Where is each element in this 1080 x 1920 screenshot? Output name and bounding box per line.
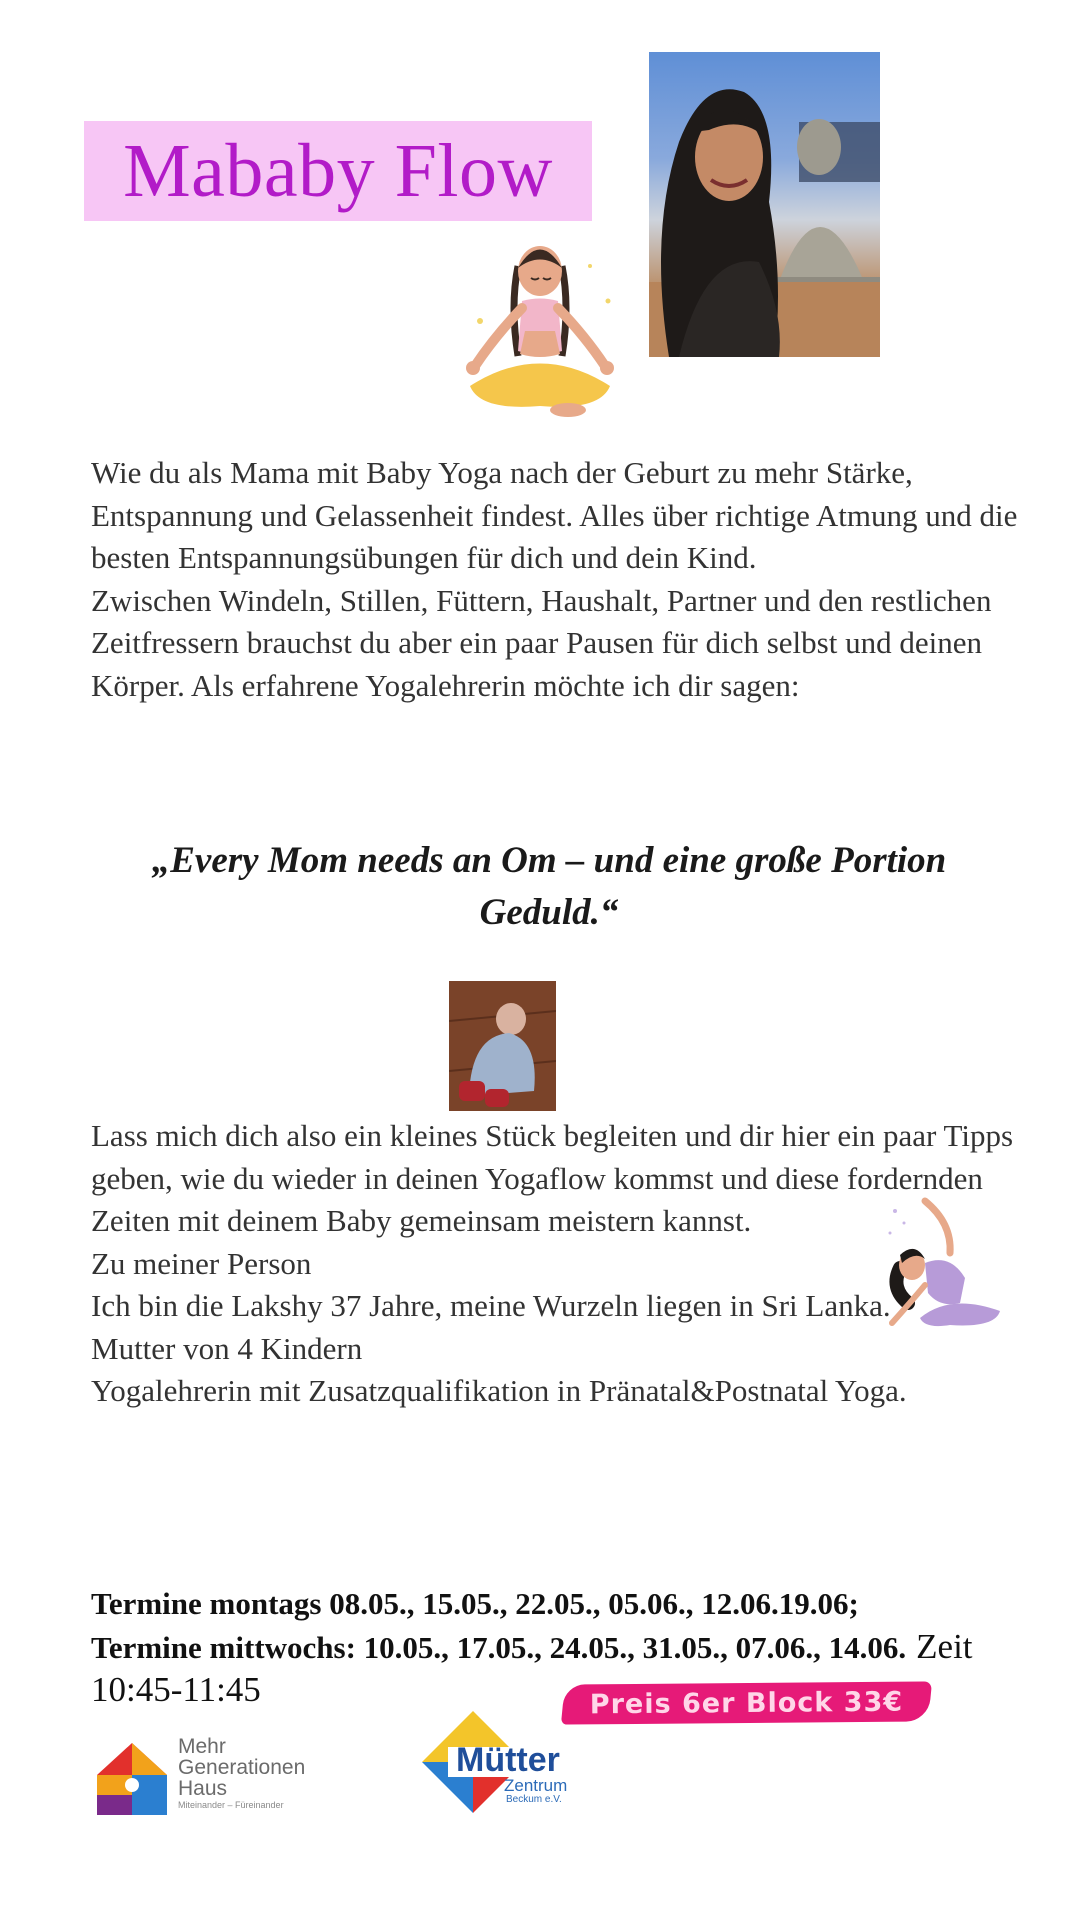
price-badge: [561, 1681, 932, 1724]
intro-paragraph-2: Zwischen Windeln, Stillen, Füttern, Haushalt, Partner und den restlichen Zeitfressern brauchst du aber ein paar Pausen für dich selbst und deinen Körper. Als erfahrene Yogalehrerin möchte ich dir sagen:: [91, 582, 992, 703]
mz-logo-location: Beckum e.V.: [506, 1794, 562, 1805]
page-title: Mababy Flow: [123, 129, 553, 213]
about-text-1: Lass mich dich also ein kleines Stück begleiten und dir hier ein paar Tipps geben, wie du wieder in deinen Yogaflow kommst und diese fordernden Zeiten mit deinem Baby gemeinsam meistern kannst.: [91, 1118, 1014, 1238]
mgh-line-1: Mehr: [178, 1735, 226, 1758]
meditating-woman-illustration: [440, 226, 640, 426]
about-text-4: Yogalehrerin mit Zusatzqualifikation in Pränatal&Postnatal Yoga.: [91, 1373, 907, 1408]
intro-paragraph: [91, 452, 1021, 707]
mgh-tagline: Miteinander – Füreinander: [178, 1800, 284, 1810]
about-text-3: Mutter von 4 Kindern: [91, 1330, 363, 1366]
mgh-line-3: Haus: [178, 1777, 228, 1800]
about-heading: Zu meiner Person: [91, 1245, 312, 1281]
mz-logo-text: [456, 1743, 567, 1806]
price-text: Preis 6er Block 33€: [589, 1686, 904, 1720]
mgh-logo-text: [178, 1736, 305, 1811]
mgh-line-2: Generationen: [178, 1756, 306, 1779]
intro-paragraph-1: Wie du als Mama mit Baby Yoga nach der Geburt zu mehr Stärke, Entspannung und Gelassenheit findest. Alles über richtige Atmung und die besten Entspannungsübungen für dich und dein Kind.: [91, 455, 1018, 575]
mz-logo-title: Mütter: [456, 1741, 560, 1779]
about-text-2: Ich bin die Lakshy 37 Jahre, meine Wurzeln liegen in Sri Lanka.: [91, 1288, 891, 1323]
quote: „Every Mom needs an Om – und eine große Portion Geduld.“: [151, 840, 947, 933]
schedule-wednesday-dates: Termine mittwochs: 10.05., 17.05., 24.05., 31.05., 07.06., 14.06.: [91, 1629, 907, 1665]
yoga-pose-woman-illustration: [880, 1193, 1010, 1333]
schedule-time: Zeit 10:45-11:45: [91, 1626, 973, 1709]
mz-logo-subtitle: Zentrum: [504, 1776, 568, 1795]
puzzle-house-logo-icon: [92, 1735, 177, 1820]
portrait-photo: [649, 52, 880, 357]
title-banner: [84, 121, 592, 221]
baby-photo: [449, 981, 556, 1111]
schedule-monday: Termine montags 08.05., 15.05., 22.05., 05.06., 12.06.19.06;: [91, 1586, 859, 1621]
